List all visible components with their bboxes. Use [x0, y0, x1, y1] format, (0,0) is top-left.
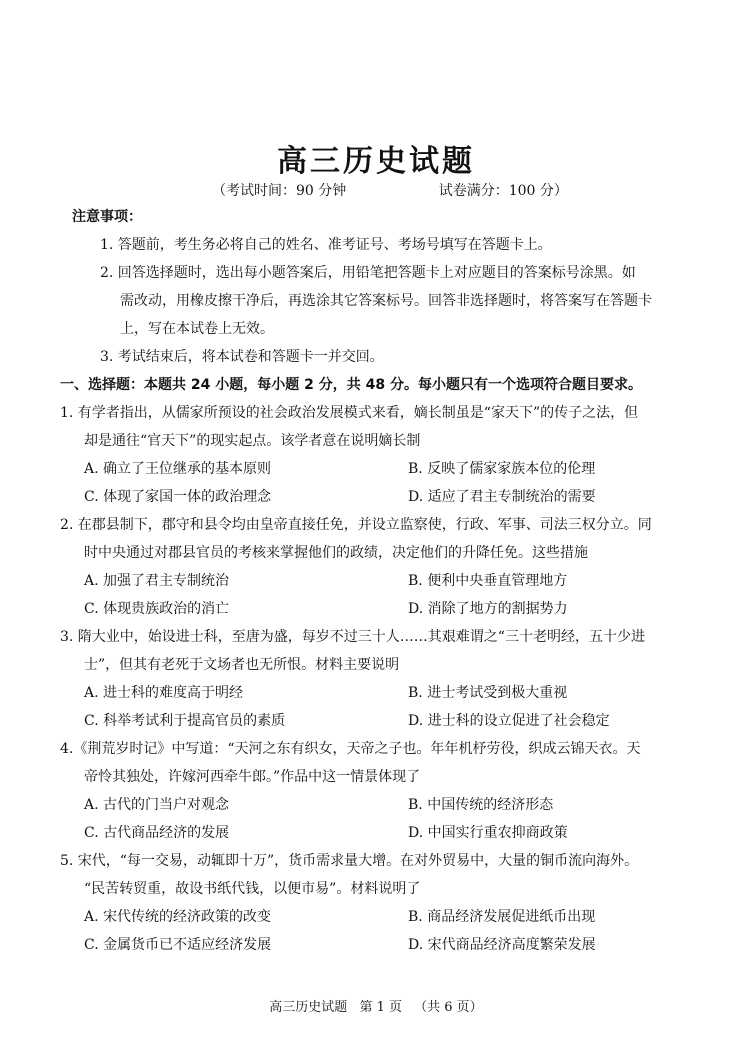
notice-item: 3. 考试结束后，将本试卷和答题卡一并交回。	[100, 349, 384, 365]
exam-time: （考试时间：90 分钟	[212, 183, 347, 199]
question-text: 帝怜其独处，许嫁河西牵牛郎。”作品中这一情景体现了	[84, 769, 421, 785]
section-heading: 一、选择题：本题共 24 小题，每小题 2 分，共 48 分。每小题只有一个选项符合题目要求。	[60, 377, 642, 393]
question-text: 3. 隋大业中，始设进士科，至唐为盛，每岁不过三十人……其艰难谓之“三十老明经，五十少进	[60, 629, 645, 645]
option-a: A. 加强了君主专制统治	[84, 573, 230, 589]
option-c: C. 科举考试利于提高官员的素质	[84, 713, 286, 729]
option-d: D. 消除了地方的割据势力	[408, 601, 568, 617]
option-d: D. 进士科的设立促进了社会稳定	[408, 713, 610, 729]
option-c: C. 体现了家国一体的政治理念	[84, 489, 272, 505]
option-d: D. 适应了君主专制统治的需要	[408, 489, 596, 505]
option-c: C. 金属货币已不适应经济发展	[84, 937, 272, 953]
option-d: D. 宋代商品经济高度繁荣发展	[408, 937, 596, 953]
option-c: C. 古代商品经济的发展	[84, 825, 230, 841]
question-text: 却是通往“官天下”的现实起点。该学者意在说明嫡长制	[84, 433, 421, 449]
option-a: A. 进士科的难度高于明经	[84, 685, 244, 701]
question-text: 5. 宋代，“每一交易，动辄即十万”，货币需求量大增。在对外贸易中，大量的铜币流向海外。	[60, 853, 639, 869]
question-text: 4.《荆荒岁时记》中写道：“天河之东有织女，天帝之子也。年年机杼劳役，织成云锦天衣。天	[60, 741, 641, 757]
notice-item: 需改动，用橡皮擦干净后，再选涂其它答案标号。回答非选择题时，将答案写在答题卡	[120, 293, 652, 309]
option-c: C. 体现贵族政治的消亡	[84, 601, 230, 617]
footer-paper-name: 高三历史试题	[269, 1000, 348, 1015]
option-b: B. 便利中央垂直管理地方	[408, 573, 568, 589]
footer-page-number: 第 1 页	[359, 1000, 402, 1015]
notice-item: 1. 答题前，考生务必将自己的姓名、准考证号、考场号填写在答题卡上。	[100, 237, 552, 253]
full-score: 试卷满分：100 分）	[438, 183, 568, 199]
option-a: A. 古代的门当户对观念	[84, 797, 230, 813]
question-text: “民苦转贸重，故设书纸代钱，以便市易”。材料说明了	[84, 881, 421, 897]
notice-heading: 注意事项：	[72, 209, 142, 225]
option-d: D. 中国实行重农抑商政策	[408, 825, 568, 841]
page-footer	[0, 996, 752, 1015]
option-b: B. 中国传统的经济形态	[408, 797, 554, 813]
option-b: B. 反映了儒家家族本位的伦理	[408, 461, 596, 477]
question-text: 1. 有学者指出，从儒家所预设的社会政治发展模式来看，嫡长制虽是“家天下”的传子之法，但	[60, 405, 639, 421]
question-text: 时中央通过对郡县官员的考核来掌握他们的政绩，决定他们的升降任免。这些措施	[84, 545, 588, 561]
notice-item: 上，写在本试卷上无效。	[120, 321, 274, 337]
option-a: A. 确立了王位继承的基本原则	[84, 461, 272, 477]
option-b: B. 进士考试受到极大重视	[408, 685, 568, 701]
footer-total-pages: （共 6 页）	[414, 1000, 483, 1015]
exam-meta	[212, 180, 568, 200]
question-text: 士”，但其有老死于文场者也无所恨。材料主要说明	[84, 657, 400, 673]
notice-item: 2. 回答选择题时，选出每小题答案后，用铅笔把答题卡上对应题目的答案标号涂黑。如	[100, 265, 636, 281]
question-text: 2. 在郡县制下，郡守和县令均由皇帝直接任免，并设立监察使，行政、军事、司法三权分立。同	[60, 517, 652, 533]
option-a: A. 宋代传统的经济政策的改变	[84, 909, 272, 925]
option-b: B. 商品经济发展促进纸币出现	[408, 909, 596, 925]
page-title: 高三历史试题	[277, 144, 475, 179]
